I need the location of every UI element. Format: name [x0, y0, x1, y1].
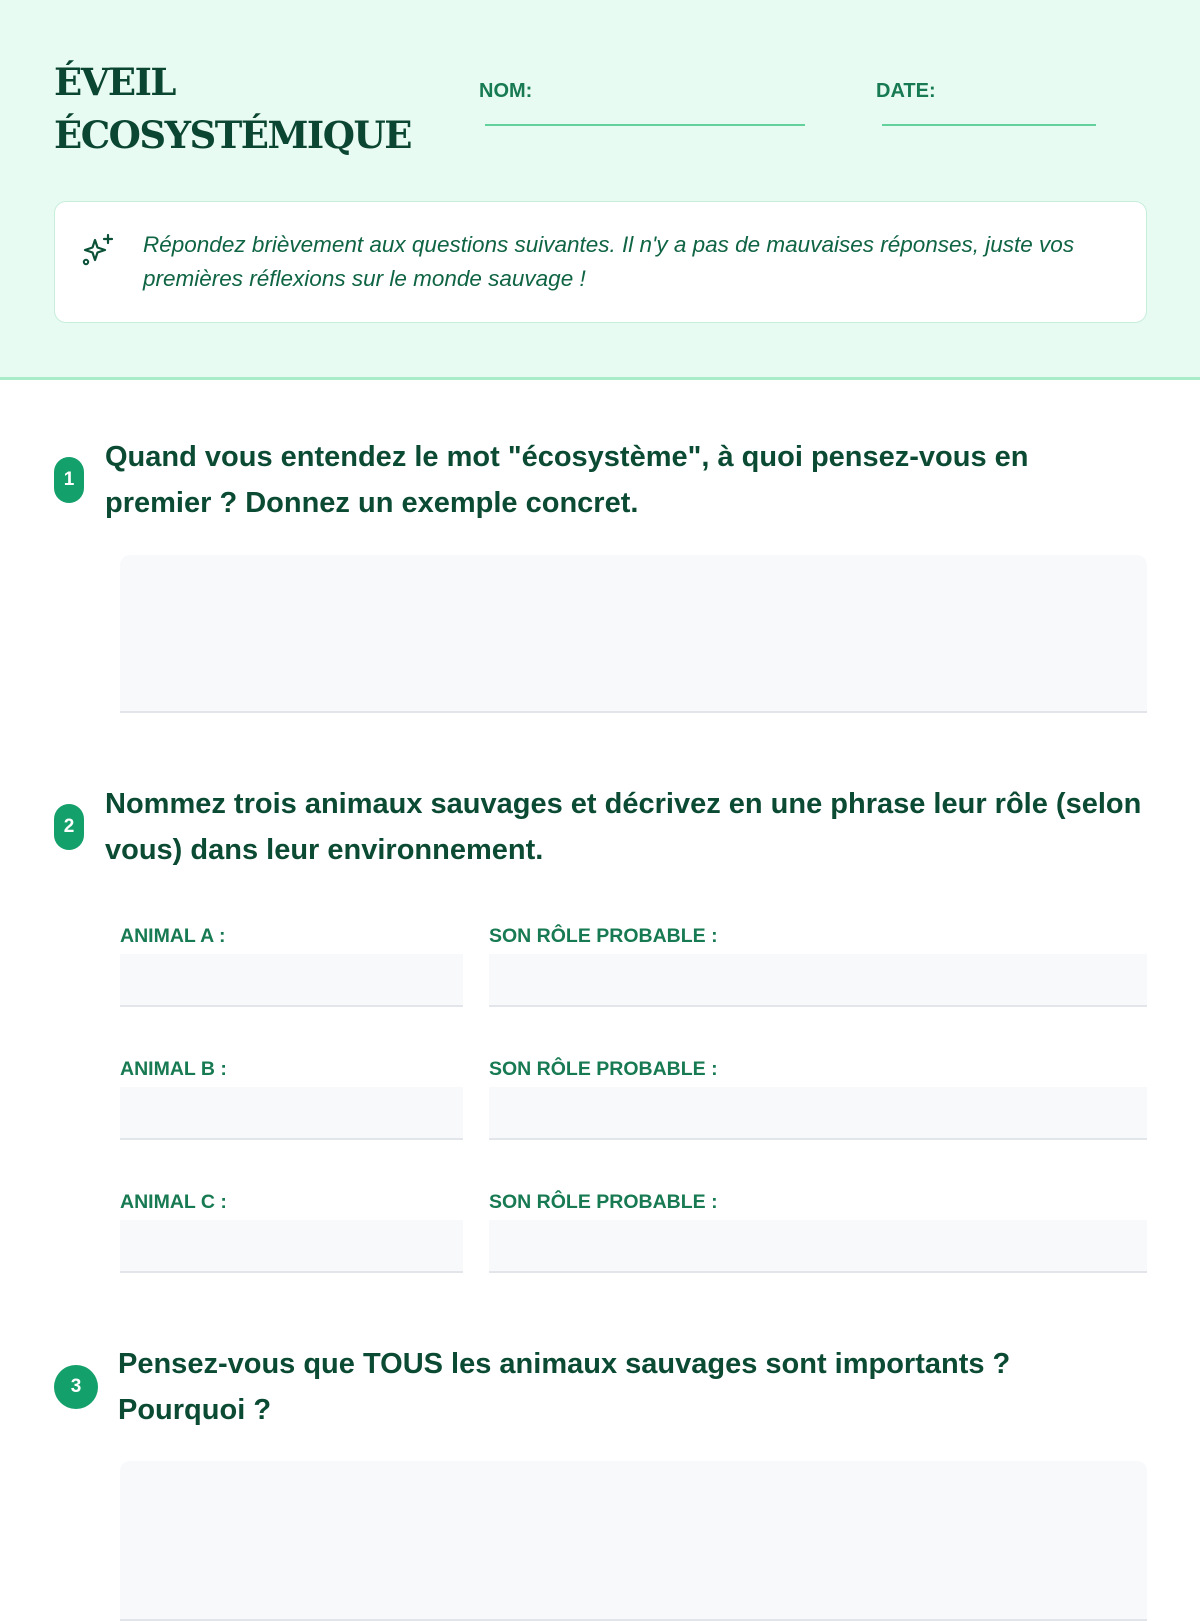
- question-1-answer-area[interactable]: [120, 555, 1147, 713]
- animal-a-label: ANIMAL A :: [120, 925, 226, 947]
- animal-c-label: ANIMAL C :: [120, 1191, 227, 1213]
- question-number-badge: 3: [54, 1365, 98, 1409]
- title-line-1: ÉVEIL: [54, 60, 175, 104]
- worksheet-header: [0, 0, 1200, 380]
- animal-c-input[interactable]: [120, 1220, 463, 1273]
- instructions-box: [54, 201, 1147, 323]
- animal-b-label: ANIMAL B :: [120, 1058, 227, 1080]
- instructions-text: Répondez brièvement aux questions suivantes. Il n'y a pas de mauvaises réponses, juste vos premières réflexions sur le monde sauvage !: [143, 232, 1075, 291]
- role-c-label: SON RÔLE PROBABLE :: [489, 1191, 718, 1213]
- animal-a-input[interactable]: [120, 954, 463, 1007]
- sparkles-icon: [81, 232, 117, 268]
- role-c-input[interactable]: [489, 1220, 1147, 1273]
- question-3-text: Pensez-vous que TOUS les animaux sauvages sont importants ? Pourquoi ?: [118, 1348, 1011, 1426]
- date-field[interactable]: [882, 124, 1096, 126]
- question-number-badge: 2: [54, 804, 84, 850]
- role-b-input[interactable]: [489, 1087, 1147, 1140]
- title-line-2: ÉCOSYSTÉMIQUE: [54, 113, 411, 157]
- role-a-input[interactable]: [489, 954, 1147, 1007]
- animal-b-input[interactable]: [120, 1087, 463, 1140]
- role-a-label: SON RÔLE PROBABLE :: [489, 925, 718, 947]
- question-3-answer-area[interactable]: [120, 1461, 1147, 1621]
- name-label: NOM:: [479, 80, 533, 102]
- date-label: DATE:: [876, 80, 936, 102]
- worksheet-title: [54, 56, 454, 162]
- question-2-text: Nommez trois animaux sauvages et décrivez en une phrase leur rôle (selon vous) dans leur environnement.: [105, 788, 1142, 866]
- name-field[interactable]: [485, 124, 805, 126]
- question-number-badge: 1: [54, 457, 84, 503]
- question-1-text: Quand vous entendez le mot "écosystème", à quoi pensez-vous en premier ? Donnez un exemple concret.: [105, 441, 1029, 519]
- role-b-label: SON RÔLE PROBABLE :: [489, 1058, 718, 1080]
